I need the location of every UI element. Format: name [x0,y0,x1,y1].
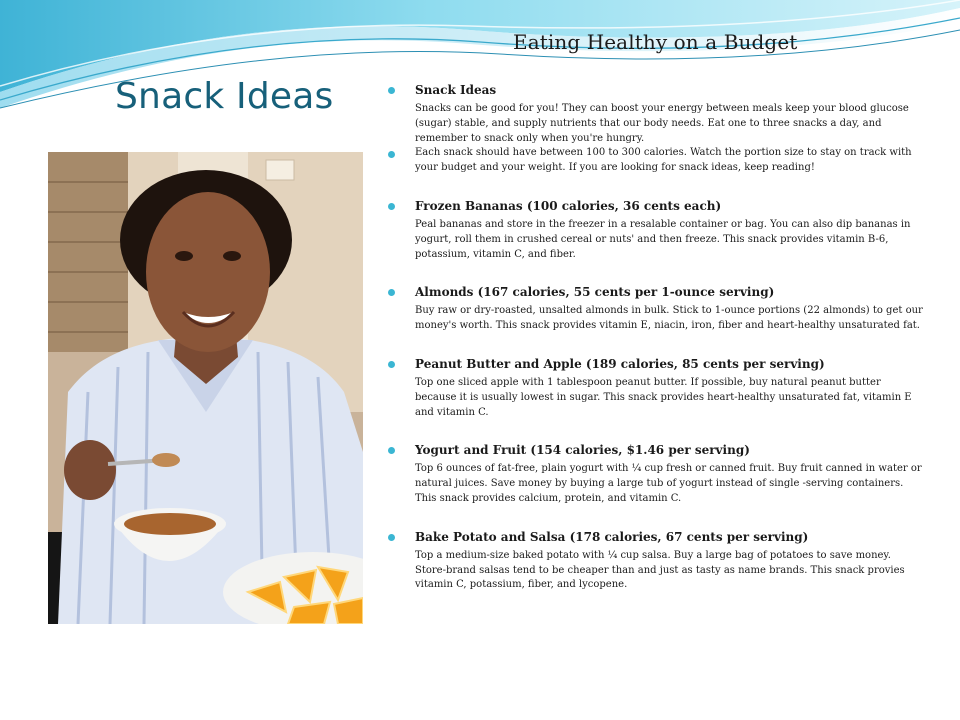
snack-item-peanut-butter-apple [385,356,925,372]
snack-title: Yogurt and Fruit (154 calories, $1.46 per serving) [415,443,750,458]
snack-item-yogurt-fruit [385,442,925,458]
bullet-icon [388,151,395,158]
snack-description: Top a medium-size baked potato with ¼ cup salsa. Buy a large bag of potatoes to save money. Store-brand salsas tend to be cheaper than and just as tasty as name brands. This snack provies vitamin C, potassium, fiber, and lycopene. [415,549,905,591]
snack-item-bake-potato-salsa [385,529,925,545]
snack-description: Peal bananas and store in the freezer in a resalable container or bag. You can also dip bananas in yogurt, roll them in crushed cereal or nuts' and then freeze. This snack provides vitamin B-6, potassium, vitamin C, and fiber. [415,218,911,260]
bullet-icon [388,87,395,94]
intro-bullet-2 [385,146,925,176]
snack-item-frozen-bananas [385,198,925,214]
slide-title: Snack Ideas [115,76,334,117]
snack-description: Top 6 ounces of fat-free, plain yogurt with ¼ cup fresh or canned fruit. Buy fruit canned in water or natural juices. Save money by buying a large tub of yogurt instead of single -serving containers. This snack provides calcium, protein, and vitamin C. [415,463,922,504]
snack-ideas-content [385,82,925,593]
snack-description: Top one sliced apple with 1 tablespoon peanut butter. If possible, buy natural peanut butter because it is usually lowest in sugar. This snack provides heart-healthy unsaturated fat, vitamin E and vitamin C. [415,376,912,418]
bullet-icon [388,447,395,454]
snack-item-almonds [385,284,925,300]
snack-title: Bake Potato and Salsa (178 calories, 67 cents per serving) [415,529,809,544]
woman-eating-snack-photo [48,152,363,624]
intro-paragraph: Snacks can be good for you! They can boost your energy between meals keep your blood glucose (sugar) stable, and supply nutrients that our body needs. Eat one to three snacks a day, and remember to snack only when you're hungry. [415,103,909,144]
intro-title: Snack Ideas [415,83,497,97]
snack-title: Almonds (167 calories, 55 cents per 1-ounce serving) [415,285,775,300]
snack-description: Buy raw or dry-roasted, unsalted almonds in bulk. Stick to 1-ounce portions (22 almonds) to get our money's worth. This snack provides vitamin E, niacin, iron, fiber and heart-healthy unsaturated fat. [415,305,923,332]
header-title: Eating Healthy on a Budget [513,30,798,54]
intro-bullet-text: Each snack should have between 100 to 300 calories. Watch the portion size to stay on track with your budget and your weight. If you are looking for snack ideas, keep reading! [415,147,912,174]
intro-bullet [385,82,925,98]
bullet-icon [388,203,395,210]
snack-title: Peanut Butter and Apple (189 calories, 85 cents per serving) [415,356,825,371]
bullet-icon [388,534,395,541]
snack-title: Frozen Bananas (100 calories, 36 cents each) [415,198,722,213]
bullet-icon [388,361,395,368]
bullet-icon [388,289,395,296]
